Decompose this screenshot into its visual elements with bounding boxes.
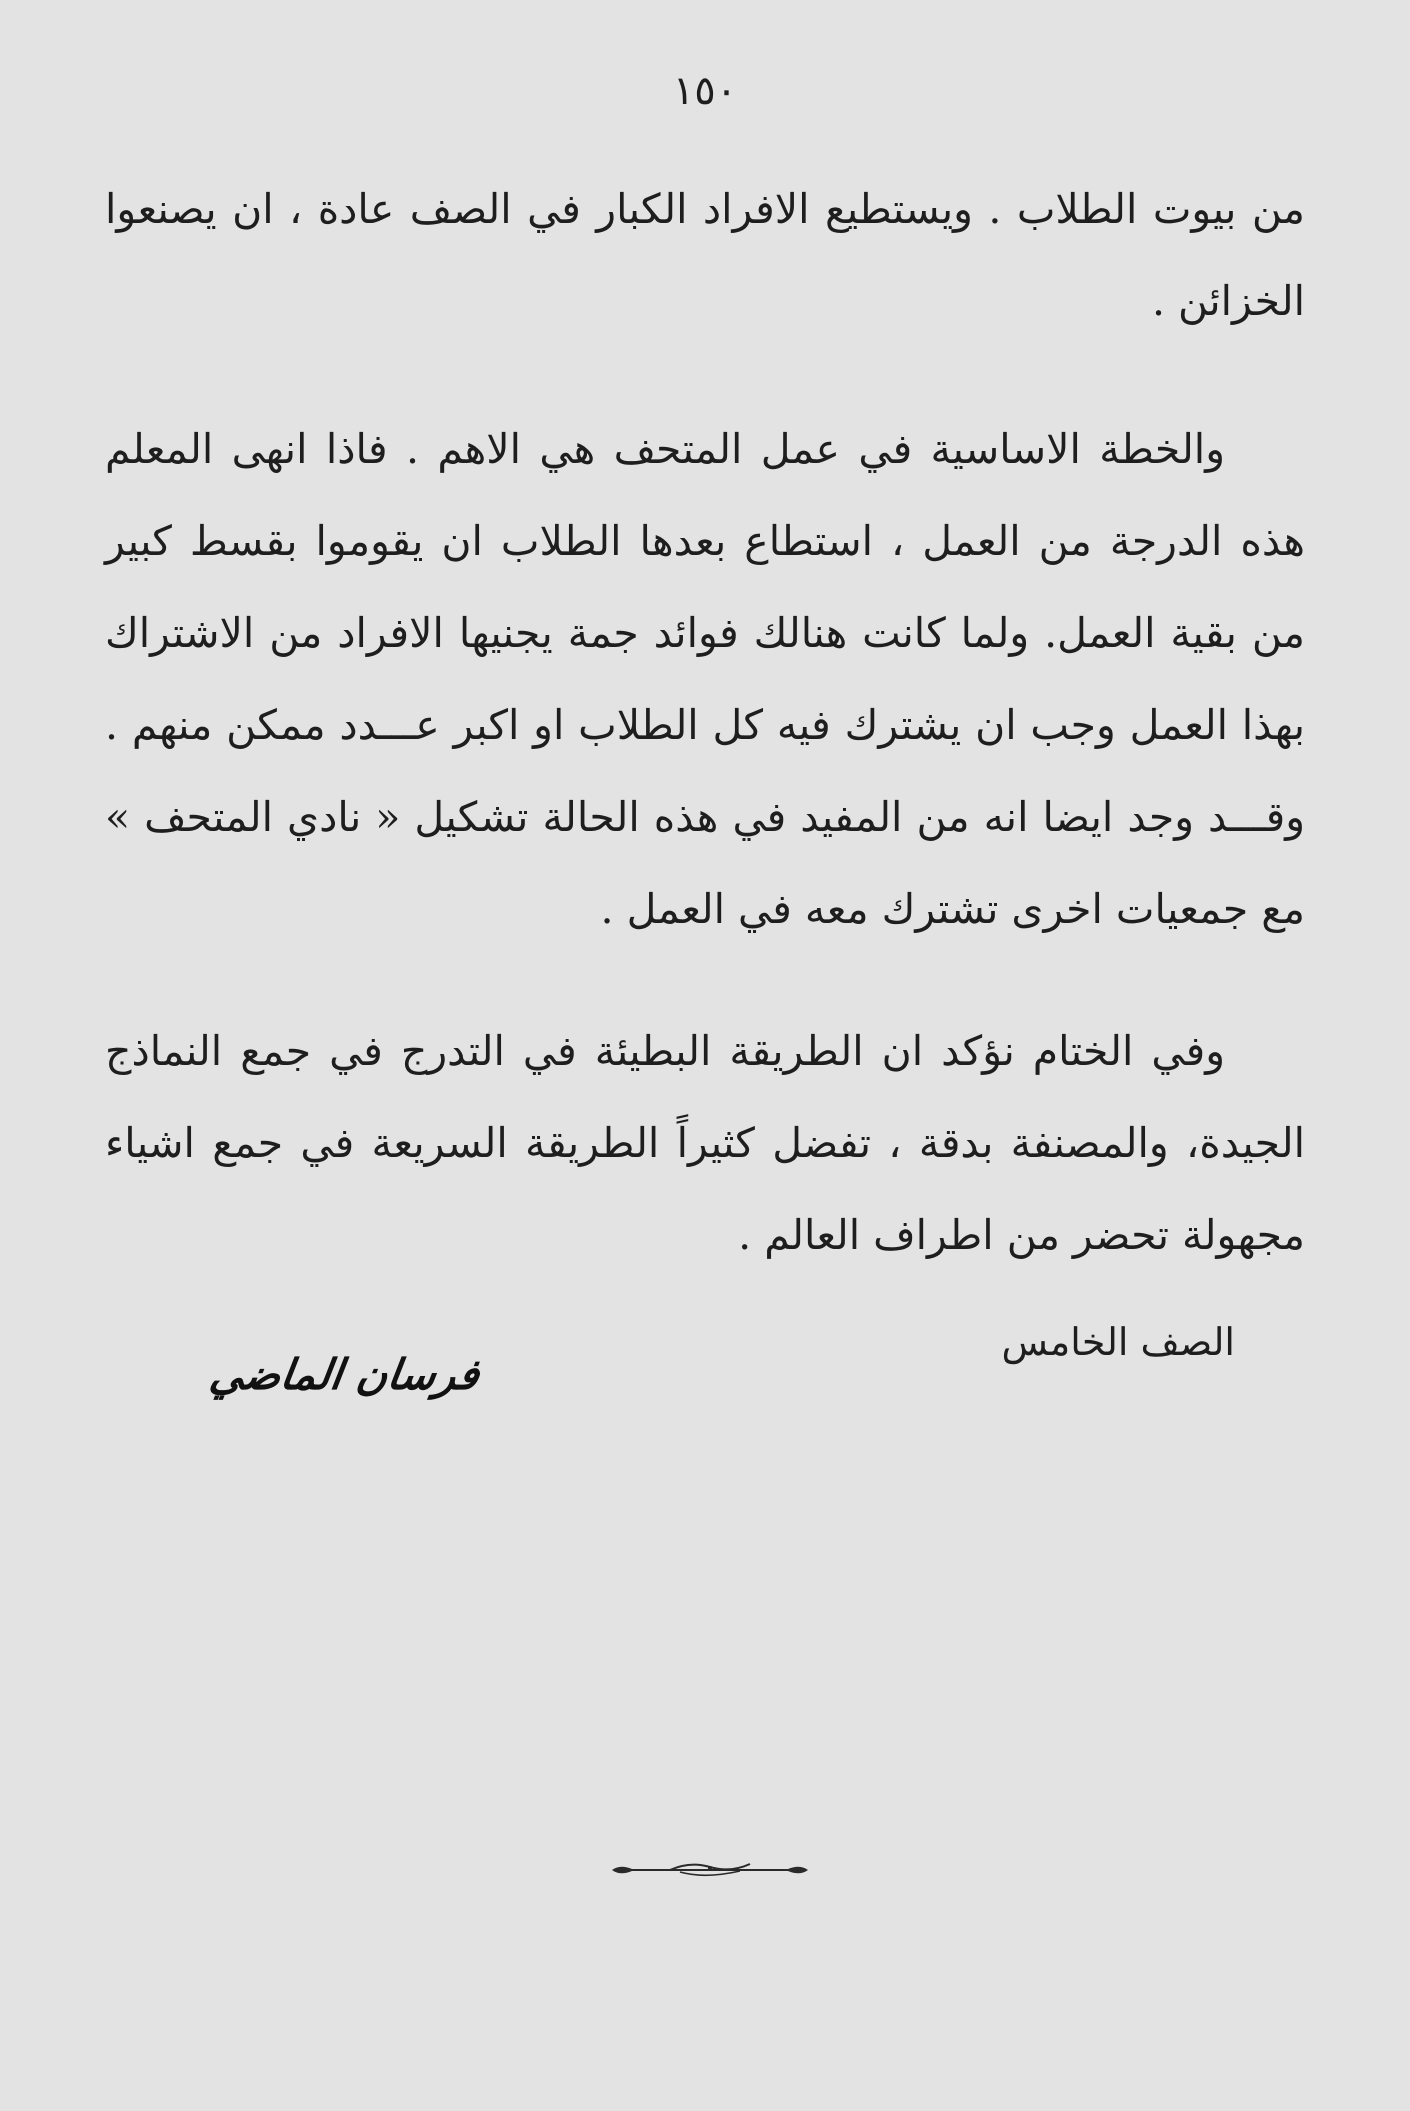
paragraph-3: وفي الختام نؤكد ان الطريقة البطيئة في التدرج في جمع النماذج الجيدة، والمصنفة بدقة ، تفضل كثيراً الطريقة السريعة في جمع اشياء مجهولة تحضر من اطراف العالم . [105, 1027, 1305, 1259]
paragraph-1: من بيوت الطلاب . ويستطيع الافراد الكبار في الصف عادة ، ان يصنعوا الخزائن . [105, 185, 1305, 325]
page-number: ١٥٠ [672, 68, 738, 114]
ornament-divider-icon [610, 1855, 810, 1885]
paragraph-2: والخطة الاساسية في عمل المتحف هي الاهم . فاذا انهى المعلم هذه الدرجة من العمل ، استطاع بعدها الطلاب ان يقوموا بقسط كبير من بقية العمل. ولما كانت هنالك فوائد جمة يجنيها الافراد من الاشتراك بهذا العمل وجب ان يشترك فيه كل الطلاب او اكبر عـــدد ممكن منهم . وقـــد وجد ايضا انه من المفيد في هذه الحالة تشكيل « نادي المتحف » مع جمعيات اخرى تشترك معه في العمل . [105, 425, 1305, 933]
signature: فرسان الماضي [206, 1350, 483, 1399]
class-label: الصف الخامس [1001, 1320, 1235, 1364]
